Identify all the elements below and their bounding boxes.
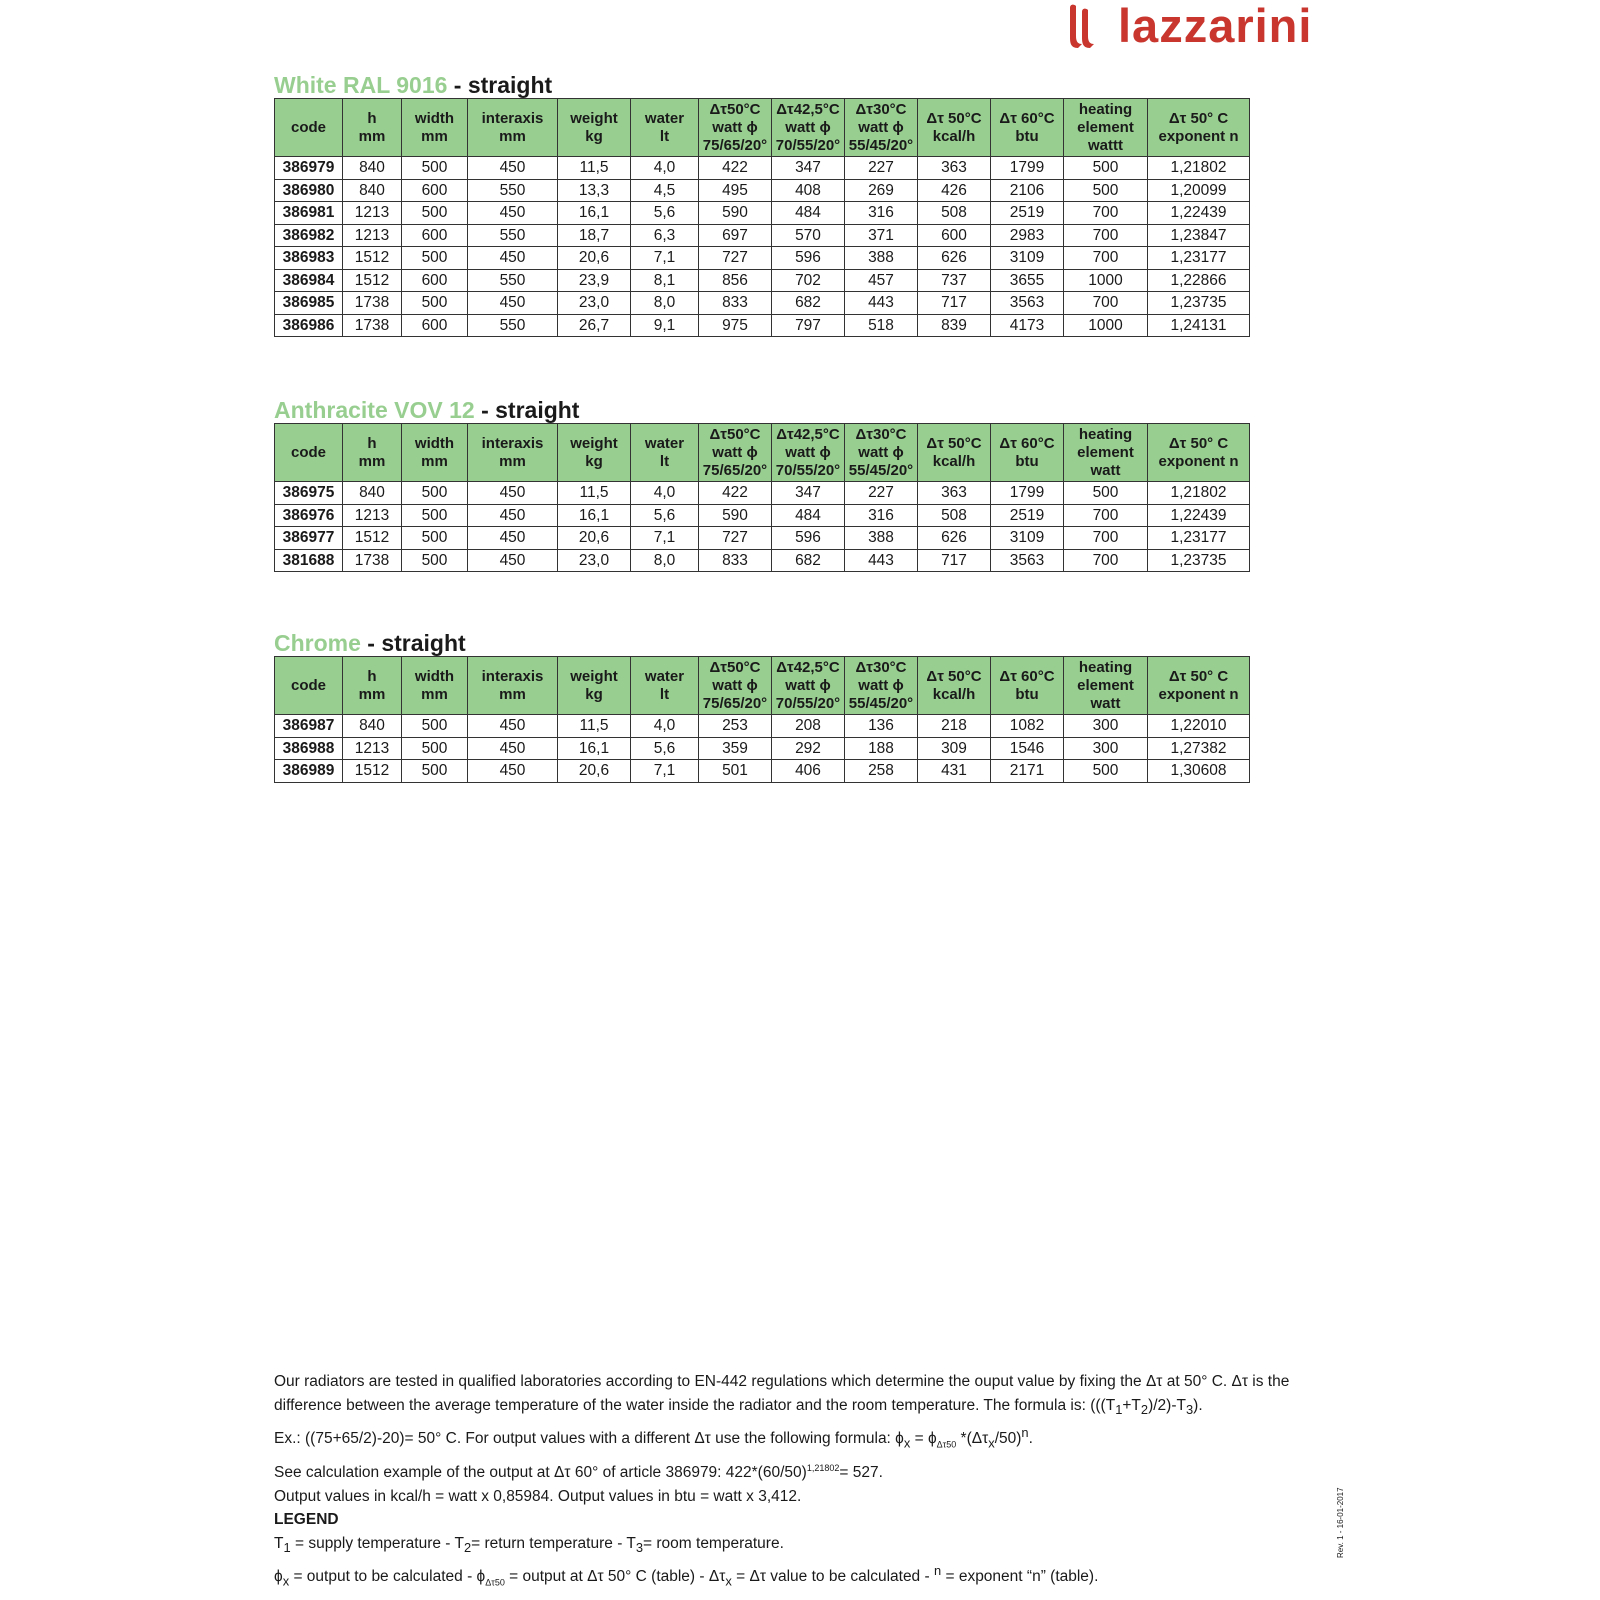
column-header: code xyxy=(275,99,343,157)
value-cell: 227 xyxy=(845,482,918,505)
table-row xyxy=(275,247,1250,270)
value-cell: 1,23177 xyxy=(1148,247,1250,270)
value-cell: 1,30608 xyxy=(1148,760,1250,783)
value-cell: 363 xyxy=(918,157,991,180)
value-cell: 300 xyxy=(1064,715,1148,738)
value-cell: 1512 xyxy=(343,247,402,270)
value-cell: 495 xyxy=(699,179,772,202)
value-cell: 797 xyxy=(772,314,845,337)
table-row xyxy=(275,504,1250,527)
value-cell: 839 xyxy=(918,314,991,337)
value-cell: 1,27382 xyxy=(1148,737,1250,760)
value-cell: 450 xyxy=(468,737,558,760)
value-cell: 8,0 xyxy=(631,549,699,572)
section-title xyxy=(274,397,1250,423)
value-cell: 363 xyxy=(918,482,991,505)
value-cell: 371 xyxy=(845,224,918,247)
value-cell: 550 xyxy=(468,314,558,337)
logo-wordmark: lazzarini xyxy=(1118,0,1313,52)
value-cell: 1000 xyxy=(1064,314,1148,337)
spec-table xyxy=(274,423,1250,572)
section-white xyxy=(274,72,1250,337)
value-cell: 737 xyxy=(918,269,991,292)
value-cell: 408 xyxy=(772,179,845,202)
value-cell: 717 xyxy=(918,549,991,572)
value-cell: 500 xyxy=(402,482,468,505)
value-cell: 500 xyxy=(1064,482,1148,505)
value-cell: 8,1 xyxy=(631,269,699,292)
column-header: Δτ50°C watt ϕ 75/65/20° xyxy=(699,657,772,715)
value-cell: 450 xyxy=(468,549,558,572)
value-cell: 450 xyxy=(468,247,558,270)
value-cell: 2519 xyxy=(991,504,1064,527)
code-cell: 386975 xyxy=(275,482,343,505)
code-cell: 386976 xyxy=(275,504,343,527)
value-cell: 388 xyxy=(845,527,918,550)
value-cell: 23,0 xyxy=(558,292,631,315)
table-row xyxy=(275,269,1250,292)
value-cell: 2983 xyxy=(991,224,1064,247)
column-header: code xyxy=(275,424,343,482)
value-cell: 700 xyxy=(1064,292,1148,315)
value-cell: 596 xyxy=(772,247,845,270)
value-cell: 218 xyxy=(918,715,991,738)
column-header: water lt xyxy=(631,657,699,715)
value-cell: 1512 xyxy=(343,760,402,783)
value-cell: 18,7 xyxy=(558,224,631,247)
value-cell: 20,6 xyxy=(558,247,631,270)
value-cell: 7,1 xyxy=(631,247,699,270)
value-cell: 484 xyxy=(772,202,845,225)
value-cell: 840 xyxy=(343,715,402,738)
column-header: weight kg xyxy=(558,657,631,715)
value-cell: 1082 xyxy=(991,715,1064,738)
value-cell: 450 xyxy=(468,292,558,315)
column-header: Δτ42,5°C watt ϕ 70/55/20° xyxy=(772,657,845,715)
color-name: Anthracite VOV 12 xyxy=(274,397,475,423)
value-cell: 23,0 xyxy=(558,549,631,572)
value-cell: 1213 xyxy=(343,202,402,225)
value-cell: 450 xyxy=(468,202,558,225)
column-header: Δτ42,5°C watt ϕ 70/55/20° xyxy=(772,424,845,482)
note-line: See calculation example of the output at Δτ 60° of article 386979: $422*(60/50)^{1,21802}= 527$. xyxy=(274,1462,883,1481)
column-header: h mm xyxy=(343,424,402,482)
note-line: difference between the average temperature of the water inside the radiator and the room temperature. The formula is: $(((T_1+T_2)/2)-T_3)$. xyxy=(274,1396,1203,1417)
column-header: width mm xyxy=(402,99,468,157)
value-cell: 450 xyxy=(468,527,558,550)
value-cell: 5,6 xyxy=(631,504,699,527)
value-cell: 188 xyxy=(845,737,918,760)
value-cell: 501 xyxy=(699,760,772,783)
table-row xyxy=(275,549,1250,572)
column-header: h mm xyxy=(343,657,402,715)
value-cell: 833 xyxy=(699,292,772,315)
value-cell: 450 xyxy=(468,504,558,527)
value-cell: 4,5 xyxy=(631,179,699,202)
table-row xyxy=(275,715,1250,738)
value-cell: 8,0 xyxy=(631,292,699,315)
value-cell: 626 xyxy=(918,247,991,270)
value-cell: 136 xyxy=(845,715,918,738)
column-header: weight kg xyxy=(558,99,631,157)
code-cell: 386985 xyxy=(275,292,343,315)
value-cell: 727 xyxy=(699,247,772,270)
table-row xyxy=(275,292,1250,315)
logo-mark-icon xyxy=(1068,2,1114,52)
value-cell: 1,23735 xyxy=(1148,292,1250,315)
value-cell: 269 xyxy=(845,179,918,202)
code-cell: 386987 xyxy=(275,715,343,738)
value-cell: 550 xyxy=(468,179,558,202)
value-cell: 1,22010 xyxy=(1148,715,1250,738)
value-cell: 11,5 xyxy=(558,715,631,738)
value-cell: 700 xyxy=(1064,527,1148,550)
value-cell: 500 xyxy=(402,202,468,225)
value-cell: 300 xyxy=(1064,737,1148,760)
title-suffix: - straight xyxy=(474,397,580,423)
value-cell: 697 xyxy=(699,224,772,247)
value-cell: 1,24131 xyxy=(1148,314,1250,337)
value-cell: 975 xyxy=(699,314,772,337)
value-cell: 347 xyxy=(772,157,845,180)
value-cell: 2106 xyxy=(991,179,1064,202)
revision-label: Rev. 1 - 16-01-2017 xyxy=(1336,1487,1345,1558)
value-cell: 309 xyxy=(918,737,991,760)
table-row xyxy=(275,527,1250,550)
value-cell: 550 xyxy=(468,224,558,247)
value-cell: 443 xyxy=(845,549,918,572)
section-anthracite xyxy=(274,397,1250,572)
value-cell: 347 xyxy=(772,482,845,505)
value-cell: 13,3 xyxy=(558,179,631,202)
column-header: heating element wattt xyxy=(1064,99,1148,157)
value-cell: 1,23847 xyxy=(1148,224,1250,247)
code-cell: 386980 xyxy=(275,179,343,202)
value-cell: 4,0 xyxy=(631,482,699,505)
column-header: weight kg xyxy=(558,424,631,482)
value-cell: 388 xyxy=(845,247,918,270)
value-cell: 500 xyxy=(1064,179,1148,202)
column-header: width mm xyxy=(402,657,468,715)
value-cell: 600 xyxy=(402,224,468,247)
note-line: Our radiators are tested in qualified laboratories according to EN-442 regulations which determine the ouput value by fixing the Δτ at 50° C. Δτ is the xyxy=(274,1373,1290,1390)
value-cell: 3563 xyxy=(991,292,1064,315)
value-cell: 1738 xyxy=(343,314,402,337)
value-cell: 840 xyxy=(343,157,402,180)
value-cell: 840 xyxy=(343,179,402,202)
value-cell: 253 xyxy=(699,715,772,738)
code-cell: 386989 xyxy=(275,760,343,783)
column-header: interaxis mm xyxy=(468,424,558,482)
legend-line: $T_1$ = supply temperature - $T_2=$ return temperature - $T_3=$ room temperature. xyxy=(274,1534,784,1555)
value-cell: 500 xyxy=(402,157,468,180)
code-cell: 386988 xyxy=(275,737,343,760)
value-cell: 1738 xyxy=(343,549,402,572)
code-cell: 386984 xyxy=(275,269,343,292)
value-cell: 422 xyxy=(699,482,772,505)
value-cell: 1,21802 xyxy=(1148,157,1250,180)
value-cell: 700 xyxy=(1064,202,1148,225)
column-header: heating element watt xyxy=(1064,657,1148,715)
value-cell: 6,3 xyxy=(631,224,699,247)
note-line: Output values in kcal/h = watt x 0,85984. Output values in btu = watt x 3,412. xyxy=(274,1487,802,1505)
value-cell: 450 xyxy=(468,760,558,783)
value-cell: 292 xyxy=(772,737,845,760)
column-header: Δτ 60°C btu xyxy=(991,657,1064,715)
value-cell: 1799 xyxy=(991,482,1064,505)
value-cell: 4173 xyxy=(991,314,1064,337)
value-cell: 359 xyxy=(699,737,772,760)
value-cell: 500 xyxy=(402,549,468,572)
table-row xyxy=(275,202,1250,225)
column-header: water lt xyxy=(631,424,699,482)
value-cell: 2171 xyxy=(991,760,1064,783)
column-header: Δτ 50°C kcal/h xyxy=(918,657,991,715)
value-cell: 600 xyxy=(402,269,468,292)
value-cell: 1,22439 xyxy=(1148,504,1250,527)
value-cell: 1,22439 xyxy=(1148,202,1250,225)
spec-table xyxy=(274,656,1250,783)
value-cell: 590 xyxy=(699,202,772,225)
value-cell: 457 xyxy=(845,269,918,292)
column-header: h mm xyxy=(343,99,402,157)
value-cell: 600 xyxy=(918,224,991,247)
value-cell: 596 xyxy=(772,527,845,550)
title-suffix: - straight xyxy=(447,72,553,98)
table-row xyxy=(275,179,1250,202)
value-cell: 702 xyxy=(772,269,845,292)
value-cell: 1,23735 xyxy=(1148,549,1250,572)
value-cell: 3109 xyxy=(991,247,1064,270)
value-cell: 4,0 xyxy=(631,715,699,738)
value-cell: 20,6 xyxy=(558,760,631,783)
value-cell: 500 xyxy=(402,760,468,783)
value-cell: 5,6 xyxy=(631,202,699,225)
column-header: Δτ 50°C kcal/h xyxy=(918,424,991,482)
value-cell: 20,6 xyxy=(558,527,631,550)
value-cell: 422 xyxy=(699,157,772,180)
value-cell: 16,1 xyxy=(558,737,631,760)
value-cell: 500 xyxy=(402,715,468,738)
column-header: Δτ50°C watt ϕ 75/65/20° xyxy=(699,424,772,482)
column-header: Δτ30°C watt ϕ 55/45/20° xyxy=(845,424,918,482)
column-header: heating element watt xyxy=(1064,424,1148,482)
value-cell: 443 xyxy=(845,292,918,315)
table-row xyxy=(275,224,1250,247)
value-cell: 406 xyxy=(772,760,845,783)
title-suffix: - straight xyxy=(360,630,466,656)
value-cell: 3563 xyxy=(991,549,1064,572)
value-cell: 26,7 xyxy=(558,314,631,337)
value-cell: 700 xyxy=(1064,224,1148,247)
value-cell: 258 xyxy=(845,760,918,783)
value-cell: 1213 xyxy=(343,504,402,527)
value-cell: 500 xyxy=(1064,157,1148,180)
value-cell: 500 xyxy=(1064,760,1148,783)
value-cell: 431 xyxy=(918,760,991,783)
value-cell: 11,5 xyxy=(558,157,631,180)
value-cell: 508 xyxy=(918,504,991,527)
value-cell: 500 xyxy=(402,292,468,315)
value-cell: 550 xyxy=(468,269,558,292)
value-cell: 426 xyxy=(918,179,991,202)
value-cell: 833 xyxy=(699,549,772,572)
value-cell: 227 xyxy=(845,157,918,180)
column-header: Δτ 50°C kcal/h xyxy=(918,99,991,157)
value-cell: 590 xyxy=(699,504,772,527)
value-cell: 2519 xyxy=(991,202,1064,225)
column-header: Δτ42,5°C watt ϕ 70/55/20° xyxy=(772,99,845,157)
value-cell: 600 xyxy=(402,179,468,202)
table-row xyxy=(275,314,1250,337)
value-cell: 316 xyxy=(845,504,918,527)
value-cell: 500 xyxy=(402,527,468,550)
table-row xyxy=(275,157,1250,180)
table-row xyxy=(275,737,1250,760)
code-cell: 381688 xyxy=(275,549,343,572)
table-row xyxy=(275,482,1250,505)
code-cell: 386986 xyxy=(275,314,343,337)
value-cell: 1,22866 xyxy=(1148,269,1250,292)
column-header: Δτ 50° C exponent n xyxy=(1148,424,1250,482)
column-header: Δτ 50° C exponent n xyxy=(1148,99,1250,157)
value-cell: 682 xyxy=(772,292,845,315)
table-row xyxy=(275,760,1250,783)
value-cell: 450 xyxy=(468,715,558,738)
value-cell: 727 xyxy=(699,527,772,550)
column-header: code xyxy=(275,657,343,715)
code-cell: 386981 xyxy=(275,202,343,225)
value-cell: 856 xyxy=(699,269,772,292)
column-header: Δτ50°C watt ϕ 75/65/20° xyxy=(699,99,772,157)
value-cell: 717 xyxy=(918,292,991,315)
value-cell: 518 xyxy=(845,314,918,337)
column-header: water lt xyxy=(631,99,699,157)
value-cell: 3655 xyxy=(991,269,1064,292)
code-cell: 386977 xyxy=(275,527,343,550)
notes-block xyxy=(274,1370,1344,1595)
note-line: Ex.: ((75+65/2)-20)= 50° C. For output values with a different Δτ use the following formula: $\phi_x = \phi_{\Delta\tau 50}$ $*(\Delta\tau_x/50)^n$. xyxy=(274,1425,1033,1451)
section-chrome xyxy=(274,630,1250,783)
value-cell: 1512 xyxy=(343,527,402,550)
value-cell: 23,9 xyxy=(558,269,631,292)
value-cell: 1799 xyxy=(991,157,1064,180)
value-cell: 682 xyxy=(772,549,845,572)
column-header: Δτ 60°C btu xyxy=(991,99,1064,157)
value-cell: 1,21802 xyxy=(1148,482,1250,505)
column-header: Δτ30°C watt ϕ 55/45/20° xyxy=(845,657,918,715)
value-cell: 1213 xyxy=(343,224,402,247)
spec-table xyxy=(274,98,1250,337)
value-cell: 840 xyxy=(343,482,402,505)
column-header: interaxis mm xyxy=(468,99,558,157)
value-cell: 570 xyxy=(772,224,845,247)
code-cell: 386983 xyxy=(275,247,343,270)
legend-title: LEGEND xyxy=(274,1511,339,1528)
value-cell: 11,5 xyxy=(558,482,631,505)
value-cell: 450 xyxy=(468,157,558,180)
value-cell: 1,23177 xyxy=(1148,527,1250,550)
value-cell: 316 xyxy=(845,202,918,225)
value-cell: 700 xyxy=(1064,504,1148,527)
value-cell: 508 xyxy=(918,202,991,225)
value-cell: 1,20099 xyxy=(1148,179,1250,202)
value-cell: 626 xyxy=(918,527,991,550)
value-cell: 450 xyxy=(468,482,558,505)
value-cell: 208 xyxy=(772,715,845,738)
lazzarini-logo xyxy=(1068,2,1348,52)
value-cell: 1000 xyxy=(1064,269,1148,292)
column-header: width mm xyxy=(402,424,468,482)
column-header: interaxis mm xyxy=(468,657,558,715)
value-cell: 1512 xyxy=(343,269,402,292)
section-title xyxy=(274,72,1250,98)
column-header: Δτ 60°C btu xyxy=(991,424,1064,482)
legend-line: $\phi_x$ = output to be calculated - $\phi_{\Delta\tau 50}$ = output at Δτ 50° C (table) - $\Delta\tau_x = \Delta\tau$ value to be calculated - $^n$ = exponent “n” (table). xyxy=(274,1563,1099,1589)
value-cell: 700 xyxy=(1064,247,1148,270)
value-cell: 600 xyxy=(402,314,468,337)
column-header: Δτ 50° C exponent n xyxy=(1148,657,1250,715)
value-cell: 5,6 xyxy=(631,737,699,760)
value-cell: 7,1 xyxy=(631,760,699,783)
value-cell: 500 xyxy=(402,737,468,760)
value-cell: 16,1 xyxy=(558,202,631,225)
code-cell: 386979 xyxy=(275,157,343,180)
color-name: White RAL 9016 xyxy=(274,72,448,98)
value-cell: 1738 xyxy=(343,292,402,315)
code-cell: 386982 xyxy=(275,224,343,247)
value-cell: 500 xyxy=(402,247,468,270)
value-cell: 4,0 xyxy=(631,157,699,180)
value-cell: 16,1 xyxy=(558,504,631,527)
value-cell: 1546 xyxy=(991,737,1064,760)
section-title xyxy=(274,630,1250,656)
color-name: Chrome xyxy=(274,630,361,656)
value-cell: 500 xyxy=(402,504,468,527)
value-cell: 9,1 xyxy=(631,314,699,337)
value-cell: 3109 xyxy=(991,527,1064,550)
value-cell: 1213 xyxy=(343,737,402,760)
value-cell: 700 xyxy=(1064,549,1148,572)
column-header: Δτ30°C watt ϕ 55/45/20° xyxy=(845,99,918,157)
value-cell: 7,1 xyxy=(631,527,699,550)
value-cell: 484 xyxy=(772,504,845,527)
